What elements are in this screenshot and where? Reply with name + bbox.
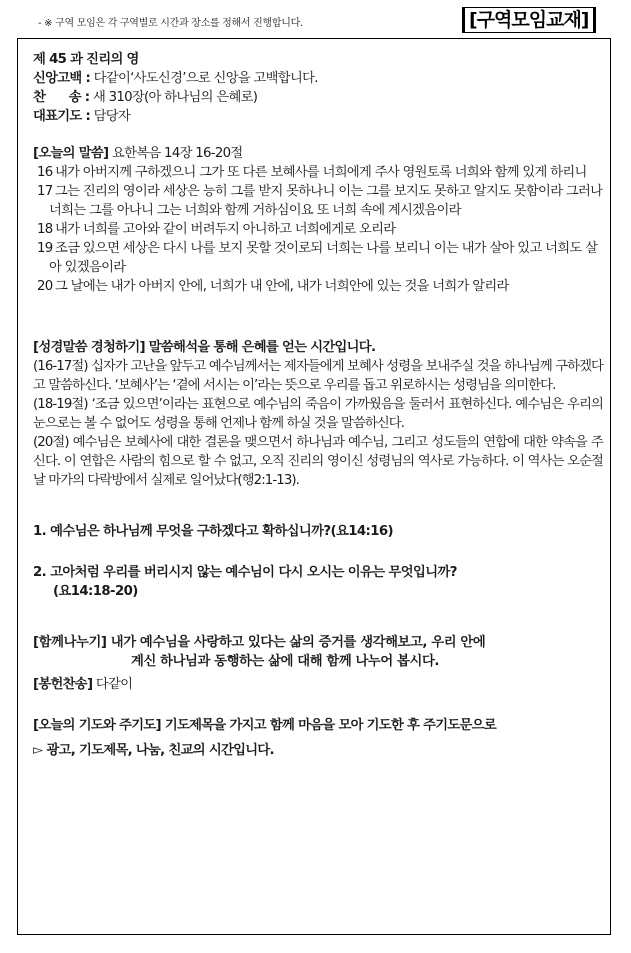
page-header <box>0 0 631 40</box>
arrow-icon: ▻ <box>33 743 43 758</box>
verse-20: 20 그 날에는 내가 아버지 안에, 너희가 내 안에, 내가 너희안에 있는 것을 너희가 알리라 <box>37 279 509 294</box>
scripture-heading <box>33 144 603 163</box>
offering-text: 다같이 <box>92 677 133 692</box>
sharing-section: [함께나누기] 내가 예수님을 사랑하고 있다는 삶의 증거를 생각해보고, 우리 안에 계신 하나님과 동행하는 삶에 대해 함께 나누어 봅시다. <box>33 635 486 669</box>
verse-18: 18 내가 너희를 고아와 같이 버려두지 아니하고 너희에게로 오리라 <box>37 222 396 237</box>
hymn-line <box>33 88 603 107</box>
explanation-paragraph: (16-17절) 십자가 고난을 앞두고 예수님께서는 제자들에게 보혜사 성령을 보내주실 것을 하나님께 구하겠다고 말씀하신다. ‘보혜사’는 ‘곁에 서시는 이’라는 뜻으로 우리를 돕고 위로하시는 성령님을 의미한다. <box>33 359 603 393</box>
question-2: 2. 고아처럼 우리를 버리시지 않는 예수님이 다시 오시는 이유는 무엇입니까? (요14:18-20) <box>33 563 603 601</box>
question-2-ref: (요14:18-20) <box>53 584 138 599</box>
announcement-text: 광고, 기도제목, 나눔, 친교의 시간입니다. <box>42 743 274 758</box>
scripture-label: [오늘의 말씀] <box>33 146 109 161</box>
prayer-label: 대표기도 : <box>33 109 91 124</box>
announcement-line <box>33 741 603 760</box>
offering-line <box>33 675 603 694</box>
offering-label: [봉헌찬송] <box>33 677 93 692</box>
confession-label: 신앙고백 : <box>33 71 91 86</box>
hymn-label: 찬 송 : <box>33 90 90 105</box>
hymn-text: 새 310장(아 하나님의 은혜로) <box>89 90 258 105</box>
verse-19: 19 조금 있으면 세상은 다시 나를 보지 못할 것이로되 너희는 나를 보리니 이는 내가 살아 있고 너희도 살아 있겠음이라 <box>37 241 598 275</box>
meeting-notice: - ※ 구역 모임은 각 구역별로 시간과 장소를 정해서 진행합니다. <box>38 18 303 29</box>
explanation-paragraph: (18-19절) ‘조금 있으면’이라는 표현으로 예수님의 죽음이 가까웠음을 둘러서 표현하신다. 예수님은 우리의 눈으로는 볼 수 없어도 성령을 통해 언제나 함께 하실 것을 말씀하신다. <box>33 397 603 431</box>
verse-17: 17 그는 진리의 영이라 세상은 능히 그를 받지 못하나니 이는 그를 보지도 못하고 알지도 못함이라 그러나 너희는 그를 아나니 그는 너희와 함께 거하심이요 또 너희 속에 계시겠음이라 <box>37 184 603 218</box>
closing-prayer: [오늘의 기도와 주기도] 기도제목을 가지고 함께 마음을 모아 기도한 후 주기도문으로 <box>33 718 496 733</box>
verse-list <box>33 163 603 296</box>
verse-16: 16 내가 아버지께 구하겠으니 그가 또 다른 보혜사를 너희에게 주사 영원토록 너희와 함께 있게 하리니 <box>37 165 587 180</box>
lesson-title: 제 45 과 진리의 영 <box>33 52 139 67</box>
explanation-paragraph: (20절) 예수님은 보혜사에 대한 결론을 맺으면서 하나님과 예수님, 그리고 성도들의 연합에 대한 약속을 주신다. 이 연합은 사람의 힘으로 할 수 없고, 오직 진리의 영이신 성령님의 역사로 가능하다. 이 역사는 오순절날 마가의 다락방에서 실제로 일어났다(행2:1-13). <box>33 435 603 488</box>
question-1: 1. 예수님은 하나님께 무엇을 구하겠다고 확하십니까?(요14:16) <box>33 524 394 539</box>
prayer-line <box>33 107 603 126</box>
material-badge: [구역모임교재] <box>462 7 596 33</box>
lesson-content <box>33 50 603 760</box>
prayer-text: 담당자 <box>90 109 131 124</box>
scripture-reference: 요한복음 14장 16-20절 <box>108 146 243 161</box>
explanation-heading: [성경말씀 경청하기] 말씀해석을 통해 은혜를 얻는 시간입니다. <box>33 340 376 355</box>
confession-line <box>33 69 603 88</box>
confession-text: 다같이‘사도신경’으로 신앙을 고백합니다. <box>90 71 318 86</box>
